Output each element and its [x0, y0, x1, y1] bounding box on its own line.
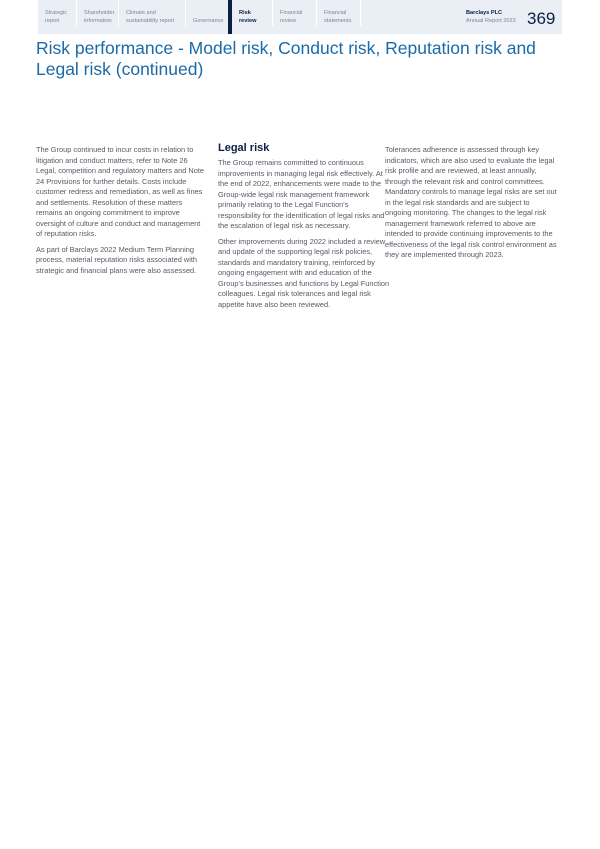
paragraph: Other improvements during 2022 included a review and update of the supporting legal risk policies, standards and mandatory training, reinforced by ongoing engagement with and education of the Group's businesses and functions by Legal Function colleagues. Legal risk tolerances and legal risk appetite have also been reviewed. — [218, 236, 390, 309]
tab-label: Risk — [239, 10, 251, 16]
tab-label: review — [280, 18, 297, 24]
tab-governance[interactable] — [185, 0, 228, 26]
paragraph: As part of Barclays 2022 Medium Term Planning process, material reputation risks associated with strategic and financial plans were also assessed. — [36, 244, 198, 275]
tab-risk-review[interactable] — [228, 0, 272, 34]
nav-divider — [360, 0, 368, 26]
paragraph: The Group remains committed to continuous improvements in managing legal risk effectively. At the end of 2022, enhancements were made to the Group-wide legal risk management framework primarily relating to the Legal Function's responsibility for the identification of legal risks and the escalation of legal risk as necessary. — [218, 158, 385, 230]
tab-label: sustainability report — [126, 18, 175, 24]
tab-label: review — [239, 18, 257, 24]
paragraph: Tolerances adherence is assessed through key indicators, which are also used to evaluate the legal risk profile and are reviewed, at least annually, through the relevant risk and control committees. Mandatory controls to manage legal risks are set out in the legal risk standards and are subject to ongoing monitoring. The changes to the legal risk management framework referred to above are intended to provide continuing improvements to the effectiveness of the legal risk control environment as they are implemented through 2023. — [385, 145, 557, 259]
brand-name: Barclays PLC — [466, 10, 503, 16]
tab-label: Climate and — [126, 10, 156, 16]
report-name: Annual Report 2022 — [466, 18, 516, 24]
page-number: 369 — [527, 9, 556, 28]
tab-shareholder-information[interactable] — [76, 0, 118, 26]
tab-financial-review[interactable] — [272, 0, 316, 26]
tab-strategic-report[interactable] — [38, 0, 76, 26]
tab-label: Governance — [193, 18, 224, 24]
tab-climate-sustainability[interactable] — [118, 0, 185, 26]
tab-label: Financial — [324, 10, 347, 16]
tab-label: Strategic — [45, 10, 68, 16]
tab-label: report — [45, 18, 60, 24]
column-1 — [36, 145, 208, 281]
tab-label: Financial — [280, 10, 303, 16]
report-brand — [466, 9, 516, 25]
paragraph: The Group continued to incur costs in relation to litigation and conduct matters, refer to Note 26 Legal, competition and regulatory matters and Note 24 Provisions for further details. Costs include customer redress and remediation, as well as fines and settlements. Resolution of these matters remains an ongoing commitment to improve oversight of culture and conduct and management of reputation risks. — [36, 145, 205, 238]
tab-label: information — [84, 18, 112, 24]
tab-label: Shareholder — [84, 10, 115, 16]
section-heading-legal-risk: Legal risk — [218, 142, 270, 154]
page-title: Risk performance - Model risk, Conduct risk, Reputation risk and Legal risk (continued) — [36, 38, 536, 79]
column-3 — [385, 145, 557, 266]
column-2 — [218, 142, 390, 315]
tab-financial-statements[interactable] — [316, 0, 360, 26]
tab-label: statements — [324, 18, 352, 24]
